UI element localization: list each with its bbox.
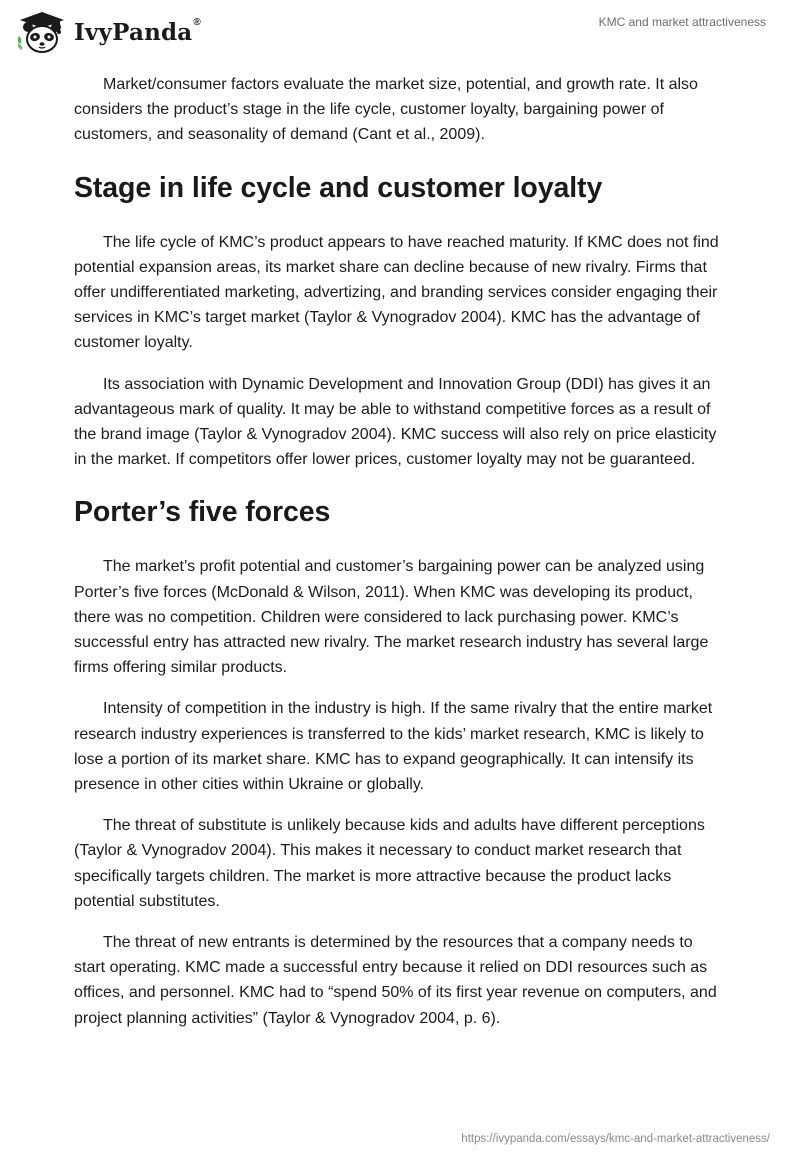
section-heading: Porter’s five forces [74, 496, 331, 529]
panda-logo-icon [14, 10, 70, 54]
section-heading: Stage in life cycle and customer loyalty [74, 171, 603, 204]
document-title: KMC and market attractiveness [598, 15, 766, 29]
paragraph: The market’s profit potential and customer’s bargaining power can be analyzed using Porter’s five forces (McDonald & Wilson, 2011). When KMC was developing its product, there was no competition. Children were considered to lack purchasing power. KMC’s successful entry has attracted new rivalry. The market research industry has several large firms offering similar products. [74, 558, 709, 677]
paragraph: The threat of new entrants is determined by the resources that a company needs to start operating. KMC made a successful entry because it relied on DDI resources such as offices, and personnel. KMC had to “spend 50% of its first year revenue on computers, and project planning activities” (Taylor & Vynogradov 2004, p. 6). [74, 934, 717, 1027]
paragraph: The threat of substitute is unlikely because kids and adults have different perceptions (Taylor & Vynogradov 2004). This makes it necessary to conduct market research that specifically targets children. The market is more attractive because the product lacks potential substitutes. [74, 817, 705, 910]
registered-mark: ® [193, 16, 201, 28]
logo[interactable] [14, 10, 201, 54]
source-url-link[interactable]: https://ivypanda.com/essays/kmc-and-market-attractiveness/ [461, 1133, 770, 1145]
paragraph: Market/consumer factors evaluate the market size, potential, and growth rate. It also considers the product’s stage in the life cycle, customer loyalty, bargaining power of customers, and seasonality of demand (Cant et al., 2009). [74, 76, 698, 144]
paragraph: The life cycle of KMC’s product appears to have reached maturity. If KMC does not find potential expansion areas, its market share can decline because of new rivalry. Firms that offer undifferentiated marketing, advertizing, and branding services consider engaging their services in KMC’s target market (Taylor & Vynogradov 2004). KMC has the advantage of customer loyalty. [74, 233, 719, 352]
paragraph: Intensity of competition in the industry is high. If the same rivalry that the entire market research industry experiences is transferred to the kids’ market research, KMC is likely to lose a portion of its market share. KMC has to expand geographically. It can intensify its presence in other cities within Ukraine or globally. [74, 700, 713, 794]
essay-content [74, 72, 726, 1047]
paragraph: Its association with Dynamic Development and Innovation Group (DDI) has gives it an advantageous mark of quality. It may be able to withstand competitive forces as a result of the brand image (Taylor & Vynogradov 2004). KMC success will also rely on price elasticity in the market. If competitors offer lower prices, customer loyalty may not be guaranteed. [74, 375, 717, 469]
page-header [0, 0, 800, 64]
logo-text: IvyPanda® [74, 16, 201, 46]
